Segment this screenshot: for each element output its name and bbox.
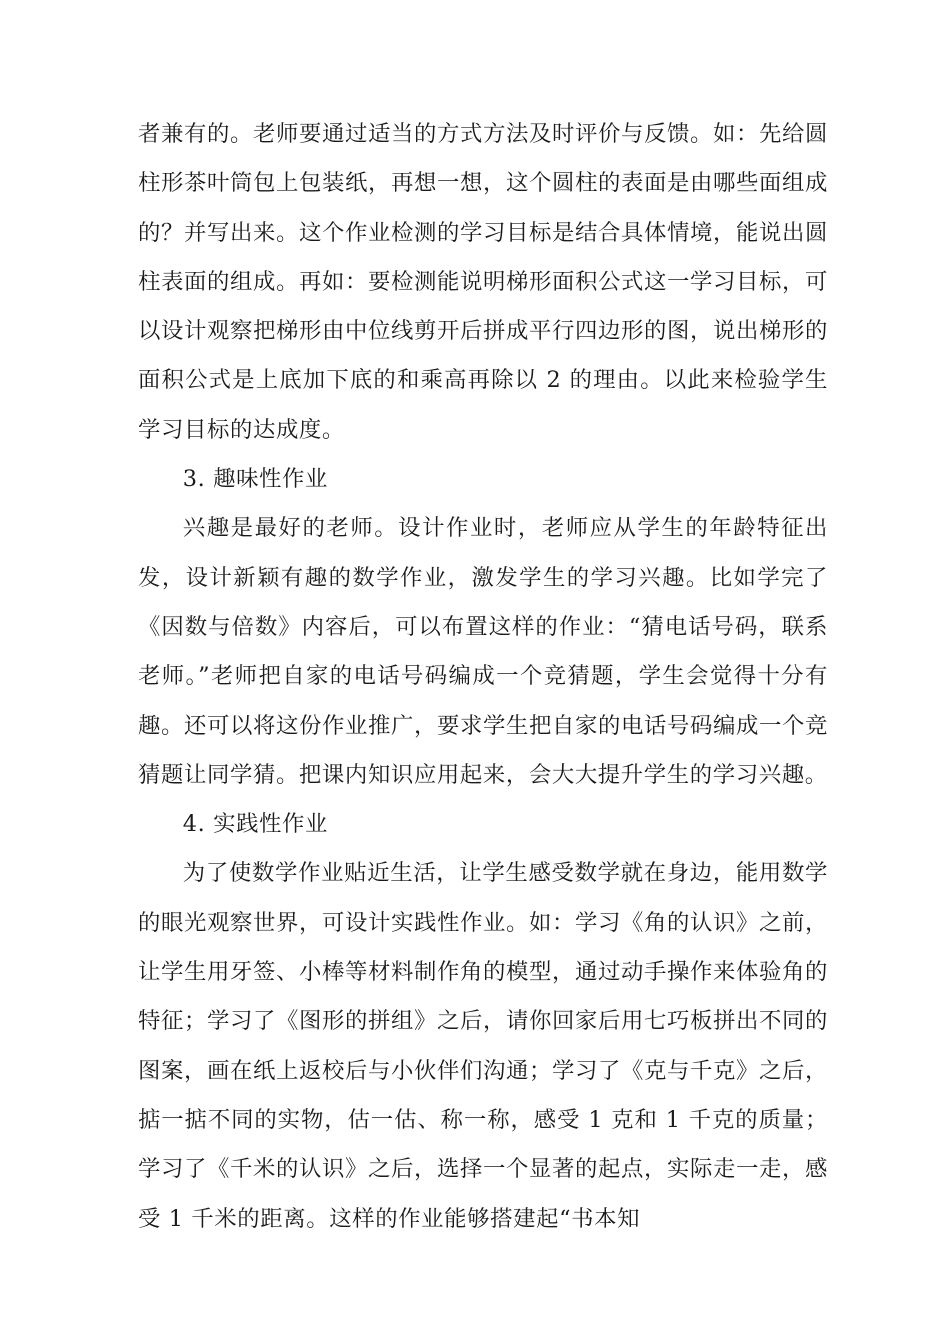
section-heading-practice-homework: 4. 实践性作业	[182, 811, 329, 838]
document-page	[138, 110, 828, 1244]
paragraph-fun-homework: 兴趣是最好的老师。设计作业时，老师应从学生的年龄特征出发，设计新颖有趣的数学作业，激发学生的学习兴趣。比如学完了《因数与倍数》内容后，可以布置这样的作业：“猜电话号码，联系老师。”老师把自家的电话号码编成一个竞猜题，学生会觉得十分有趣。还可以将这份作业推广，要求学生把自家的电话号码编成一个竞猜题让同学猜。把课内知识应用起来，会大大提升学生的学习兴趣。	[138, 515, 828, 788]
paragraph-assessment-examples: 者兼有的。老师要通过适当的方式方法及时评价与反馈。如：先给圆柱形茶叶筒包上包装纸，再想一想，这个圆柱的表面是由哪些面组成的？并写出来。这个作业检测的学习目标是结合具体情境，能说出圆柱表面的组成。再如：要检测能说明梯形面积公式这一学习目标，可以设计观察把梯形由中位线剪开后拼成平行四边形的图，说出梯形的面积公式是上底加下底的和乘高再除以 2 的理由。以此来检验学生学习目标的达成度。	[138, 121, 828, 443]
paragraph-practice-homework: 为了使数学作业贴近生活，让学生感受数学就在身边，能用数学的眼光观察世界，可设计实践性作业。如：学习《角的认识》之前，让学生用牙签、小棒等材料制作角的模型，通过动手操作来体验角的特征；学习了《图形的拼组》之后，请你回家后用七巧板拼出不同的图案，画在纸上返校后与小伙伴们沟通；学习了《克与千克》之后，掂一掂不同的实物，估一估、称一称，感受 1 克和 1 千克的质量；学习了《千米的认识》之后，选择一个显著的起点，实际走一走，感受 1 千米的距离。这样的作业能够搭建起“书本知	[138, 860, 828, 1232]
section-heading-fun-homework: 3. 趣味性作业	[182, 466, 329, 493]
